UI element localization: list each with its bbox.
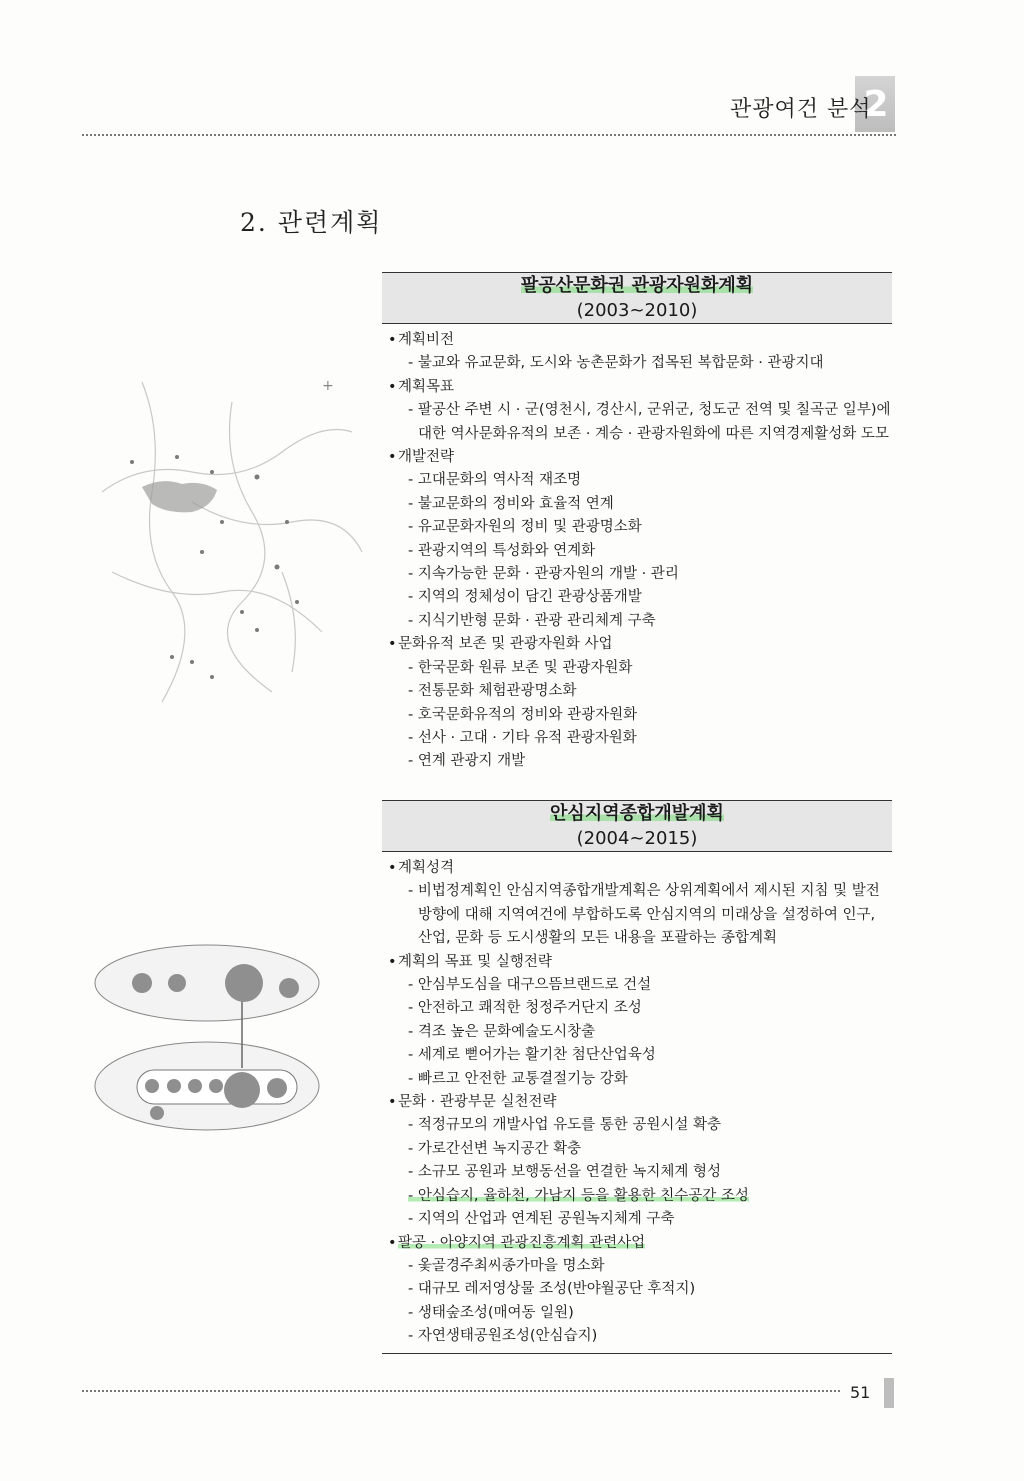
list-item: - 한국문화 원류 보존 및 관광자원화 xyxy=(408,659,633,676)
list-item: - 불교문화의 정비와 효율적 연계 xyxy=(408,495,614,512)
list-item: - 지속가능한 문화 · 관광자원의 개발 · 관리 xyxy=(408,566,679,583)
page-number: 51 xyxy=(850,1383,871,1402)
list-item: • 문화 · 관광부문 실천전략 xyxy=(388,1091,892,1114)
plan1-items xyxy=(382,324,892,774)
list-item: - 자연생태공원조성(안심습지) xyxy=(408,1328,598,1345)
chapter-title: 관광여건 분석 xyxy=(730,97,872,122)
list-item: - 가로간선변 녹지공간 확충 xyxy=(408,1140,582,1157)
plan1-name: 팔공산문화권 관광자원화계획 xyxy=(520,275,754,296)
plan2-items xyxy=(382,852,892,1349)
plan2-name: 안심지역종합개발계획 xyxy=(550,803,724,824)
list-item: - 지역의 산업과 연계된 공원녹지체계 구축 xyxy=(408,1211,675,1228)
list-item: - 안전하고 쾌적한 청정주거단지 조성 xyxy=(408,1000,642,1017)
list-item: - 빠르고 안전한 교통결절기능 강화 xyxy=(408,1070,628,1087)
list-item: - 적정규모의 개발사업 유도를 통한 공원시설 확충 xyxy=(408,1117,722,1134)
list-item: • 개발전략 xyxy=(388,446,892,469)
list-item: • 문화유적 보존 및 관광자원화 사업 xyxy=(388,633,892,656)
list-item: - 지식기반형 문화 · 관광 관리체계 구축 xyxy=(408,612,656,629)
list-item: - 비법정계획인 안심지역종합개발계획은 상위계획에서 제시된 지침 및 발전방향에 대해 지역여건에 부합하도록 안심지역의 미래상을 설정하여 인구, 산업, 문화 등 도시생활의 모든 내용을 포괄하는 종합계획 xyxy=(408,883,880,947)
footer-tab xyxy=(884,1378,894,1408)
anshim-structure-diagram xyxy=(82,938,332,1138)
plan2-panel xyxy=(382,800,892,1354)
plan2-bottom-rule xyxy=(382,1353,892,1354)
plan1-header xyxy=(382,272,892,324)
list-item: - 생태숲조성(매여동 일원) xyxy=(408,1304,574,1321)
plan1-panel xyxy=(382,272,892,774)
plan1-period: (2003~2010) xyxy=(576,300,698,321)
list-item-highlighted: 팔공 · 아양지역 관광진흥계획 관련사업 xyxy=(398,1234,646,1251)
list-item: - 유교문화자원의 정비 및 관광명소화 xyxy=(408,519,642,536)
list-item: - 팔공산 주변 시 · 군(영천시, 경산시, 군위군, 청도군 전역 및 칠곡군 일부)에 대한 역사문화유적의 보존 · 계승 · 관광자원화에 따른 지역경제활성화 도모 xyxy=(408,402,891,442)
list-item: - 선사 · 고대 · 기타 유적 관광자원화 xyxy=(408,729,637,746)
list-item: - 관광지역의 특성화와 연계화 xyxy=(408,542,596,559)
list-item: - 불교와 유교문화, 도시와 농촌문화가 접목된 복합문화 · 관광지대 xyxy=(408,355,824,372)
footer-rule xyxy=(82,1390,840,1392)
list-item-highlighted: - 안심습지, 율하천, 가남지 등을 활용한 친수공간 조성 xyxy=(408,1187,749,1204)
list-item: - 안심부도심을 대구으뜸브랜드로 건설 xyxy=(408,977,652,994)
list-item: • 계획성격 xyxy=(388,857,892,880)
svg-text:+: + xyxy=(322,378,334,394)
list-item: - 지역의 정체성이 담긴 관광상품개발 xyxy=(408,589,642,606)
list-item: • 계획목표 xyxy=(388,376,892,399)
section-title: 2. 관련계획 xyxy=(240,208,383,237)
plan2-header xyxy=(382,800,892,852)
list-item: - 호국문화유적의 정비와 관광자원화 xyxy=(408,706,638,723)
list-item: • 계획비전 xyxy=(388,329,892,352)
header-rule xyxy=(82,134,896,136)
list-item: - 연계 관광지 개발 xyxy=(408,753,526,770)
list-item: - 세계로 뻗어가는 활기찬 첨단산업육성 xyxy=(408,1047,656,1064)
chapter-number: 2 xyxy=(863,84,889,125)
list-item: - 전통문화 체험관광명소화 xyxy=(408,683,577,700)
regional-map-figure xyxy=(82,372,372,712)
plan2-period: (2004~2015) xyxy=(576,828,698,849)
list-item: • 계획의 목표 및 실행전략 xyxy=(388,951,892,974)
list-item: - 대규모 레저영상물 조성(반야월공단 후적지) xyxy=(408,1281,696,1298)
list-item: - 소규모 공원과 보행동선을 연결한 녹지체계 형성 xyxy=(408,1164,722,1181)
list-item: - 옻골경주최씨종가마을 명소화 xyxy=(408,1257,605,1274)
list-item: - 고대문화의 역사적 재조명 xyxy=(408,472,582,489)
list-item: - 격조 높은 문화예술도시창출 xyxy=(408,1023,596,1040)
